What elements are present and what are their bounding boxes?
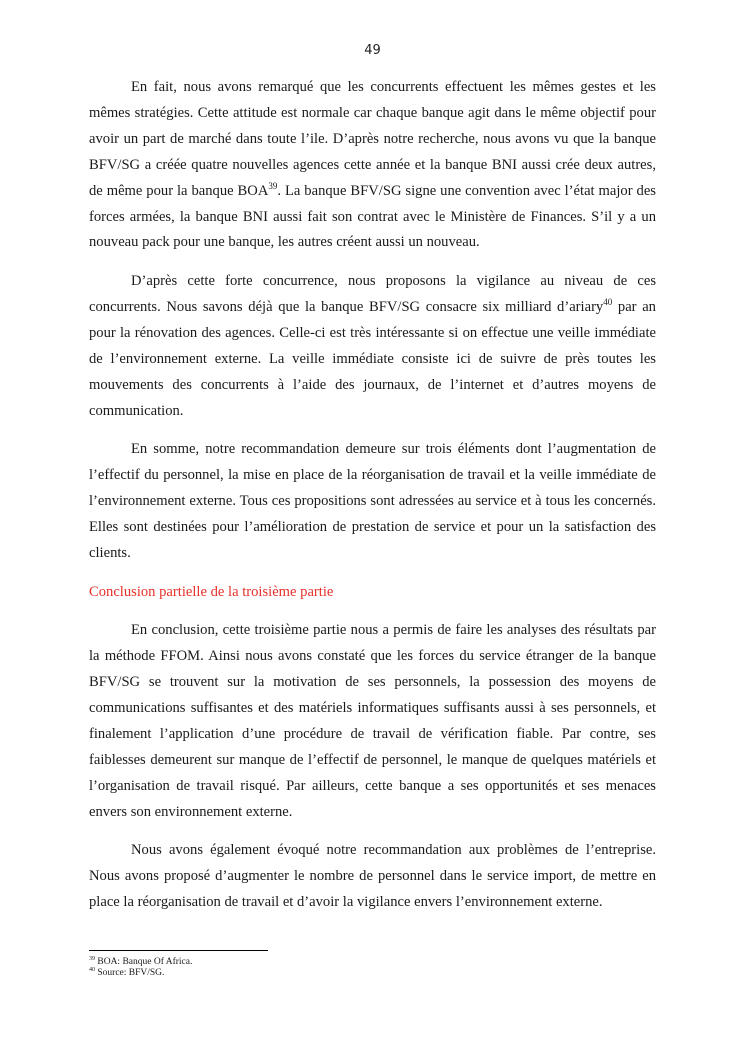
paragraph-text: D’après cette forte concurrence, nous proposons la vigilance au niveau de ces concurrents. Nous savons déjà que la banque BFV/SG consacre six milliard d’ariary [89, 273, 656, 316]
section-heading: Conclusion partielle de la troisième partie [89, 583, 334, 600]
paragraph-text: . La banque BFV/SG signe une convention avec l’état major des forces armées, la banque BNI aussi fait son contrat avec le Ministère de Finances. S’il y a un nouveau pack pour une banque, les autres créent aussi un nouveau. [89, 182, 656, 251]
footnote-mark: 39 [89, 955, 95, 962]
footnote-40 [89, 968, 656, 979]
paragraph-competitors [89, 75, 656, 256]
paragraph-summary: En somme, notre recommandation demeure sur trois éléments dont l’augmentation de l’effectif du personnel, la mise en place de la réorganisation de travail et la veille immédiate de l’environnement externe. Tous ces propositions sont adressées au service et à tous les concernés. Elles sont destinées pour l’amélioration de prestation de service et pour un la satisfaction des clients. [89, 441, 656, 561]
body-text [89, 75, 656, 929]
footnotes [89, 957, 656, 978]
paragraph-text: par an pour la rénovation des agences. Celle-ci est très intéressante si on effectue une veille immédiate de l’environnement externe. La veille immédiate consiste ici de suivre de près toutes les mouvements des concurrents à l’aide des journaux, de l’internet et d’autres moyens de communication. [89, 299, 656, 419]
footnote-ref-40[interactable]: 40 [603, 297, 613, 308]
footnote-text: BOA: Banque Of Africa. [95, 957, 193, 967]
footnote-39 [89, 957, 656, 968]
footnote-divider [89, 950, 268, 951]
paragraph-vigilance [89, 269, 656, 424]
footnote-ref-39[interactable]: 39 [268, 180, 278, 191]
footnote-mark: 40 [89, 966, 95, 973]
paragraph-conclusion: En conclusion, cette troisième partie nous a permis de faire les analyses des résultats par la méthode FFOM. Ainsi nous avons constaté que les forces du service étranger de la banque BFV/SG se trouvent sur la motivation de ses personnels, la possession des moyens de communications suffisantes et des matériels informatiques suffisants aussi à ses personnels, et finalement l’application d’une procédure de travail de vérification fiable. Par contre, ses faiblesses demeurent sur manque de l’effectif de personnel, le manque de quelques matériels et l’organisation de travail risqué. Par ailleurs, cette banque a ses opportunités et ses menaces envers son environnement externe. [89, 622, 656, 820]
paragraph-recommendation: Nous avons également évoqué notre recommandation aux problèmes de l’entreprise. Nous avons proposé d’augmenter le nombre de personnel dans le service import, de mettre en place la réorganisation de travail et d’avoir la vigilance envers l’environnement externe. [89, 842, 656, 911]
page-number: 49 [364, 43, 381, 58]
paragraph-text: En fait, nous avons remarqué que les concurrents effectuent les mêmes gestes et les mêmes stratégies. Cette attitude est normale car chaque banque agit dans le même objectif pour avoir un part de marché dans toute l’ile. D’après notre recherche, nous avons vu que la banque BFV/SG a créée quatre nouvelles agences cette année et la banque BNI aussi crée deux autres, de même pour la banque BOA [89, 79, 656, 199]
footnote-text: Source: BFV/SG. [95, 967, 165, 978]
